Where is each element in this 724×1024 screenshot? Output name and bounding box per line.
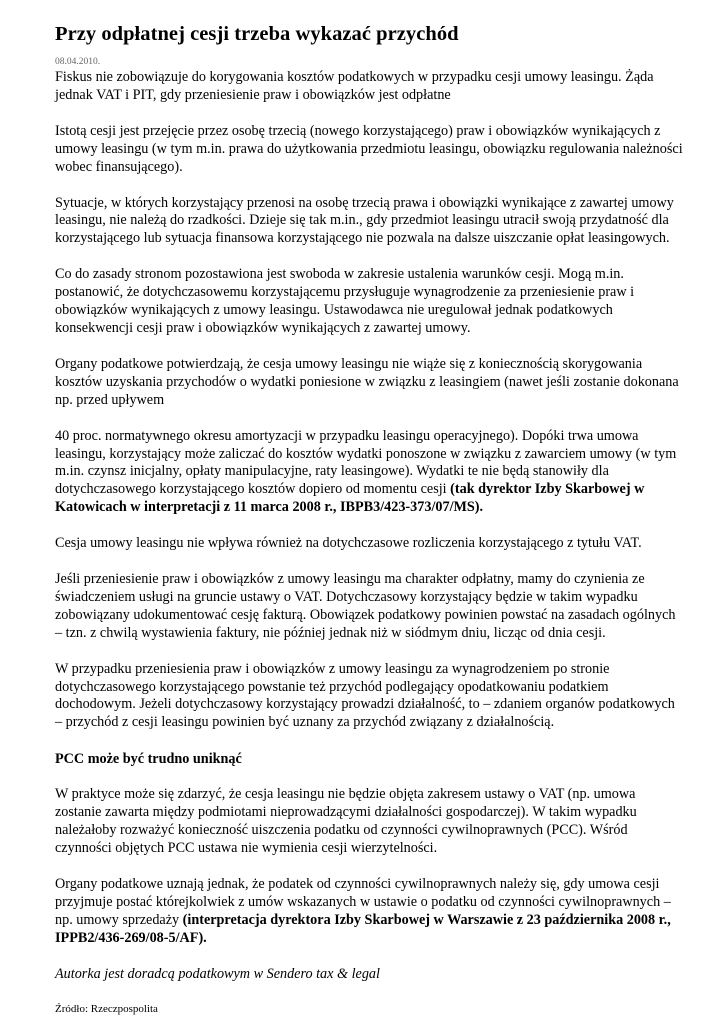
paragraph-5 bbox=[55, 428, 685, 518]
section-heading: PCC może być trudno uniknąć bbox=[55, 751, 242, 768]
paragraph-4: Organy podatkowe potwierdzają, że cesja umowy leasingu nie wiąże się z koniecznością skorygowania kosztów uzyskania przychodów o wydatki poniesione w związku z leasingiem (nawet jeśli zostanie dokonana np. przed upływem bbox=[55, 355, 679, 408]
author-note: Autorka jest doradcą podatkowym w Sendero tax & legal bbox=[55, 965, 380, 982]
paragraph-3: Co do zasady stronom pozostawiona jest swoboda w zakresie ustalenia warunków cesji. Mogą m.in. postanowić, że dotychczasowemu korzystającemu przysługuje wynagrodzenie za przeniesienie praw i obowiązków wynikających z umowy leasingu. Ustawodawca nie uregulował jednak podatkowych konsekwencji cesji praw i obowiązków wynikających z zawartej umowy. bbox=[55, 266, 635, 336]
paragraph-10 bbox=[55, 876, 685, 948]
paragraph-8: W przypadku przeniesienia praw i obowiązków z umowy leasingu za wynagrodzeniem po stronie dotychczasowego korzystającego powstanie też przychód podlegający opodatkowaniu podatkiem dochodowym. Jeżeli dotychczasowy korzystający prowadzi działalność, to – zdaniem organów podatkowych – przychód z cesji leasingu powinien być uznany za przychód związany z działalnością. bbox=[55, 660, 675, 731]
paragraph-1: Istotą cesji jest przejęcie przez osobę trzecią (nowego korzystającego) praw i obowiązków wynikających z umowy leasingu (w tym m.in. prawa do użytkowania przedmiotu leasingu, obowiązku regulowania należności wobec finansującego). bbox=[55, 122, 683, 175]
article-lead: Fiskus nie zobowiązuje do korygowania kosztów podatkowych w przypadku cesji umowy leasingu. Żąda jednak VAT i PIT, gdy przeniesienie praw i obowiązków jest odpłatne bbox=[55, 69, 654, 103]
paragraph-5-text: 40 proc. normatywnego okresu amortyzacji w przypadku leasingu operacyjnego). Dopóki trwa umowa leasingu, korzystający może zaliczać do kosztów wydatki ponoszone w związku z zawarciem umowy (w tym m.in. czynsz inicjalny, opłaty manipulacyjne, raty leasingowe). Wydatki te nie będą stanowiły dla dotychczasowego korzystającego kosztów dopiero od momentu cesji bbox=[55, 427, 677, 498]
source-line: Źródło: Rzeczpospolita bbox=[55, 1003, 158, 1015]
paragraph-2: Sytuacje, w których korzystający przenosi na osobę trzecią prawa i obowiązki wynikające z zawartej umowy leasingu, nie należą do rzadkości. Dzieje się tak m.in., gdy przedmiot leasingu utracił swoją przydatność dla korzystającego lub sytuacja finansowa korzystającego nie pozwala na dalsze uiszczanie opłat leasingowych. bbox=[55, 194, 674, 247]
article-date: 08.04.2010. bbox=[55, 57, 101, 67]
paragraph-10-citation: (interpretacja dyrektora Izby Skarbowej w Warszawie z 23 października 2008 r., IPPB2/436-269/08-5/AF). bbox=[55, 911, 671, 946]
paragraph-6: Cesja umowy leasingu nie wpływa również na dotychczasowe rozliczenia korzystającego z tytułu VAT. bbox=[55, 535, 642, 552]
article bbox=[55, 20, 685, 1001]
paragraph-9: W praktyce może się zdarzyć, że cesja leasingu nie będzie objęta zakresem ustawy o VAT (np. umowa zostanie zawarta między podmiotami nieprowadzącymi działalności gospodarczej). W takim wypadku należałoby rozważyć konieczność uiszczenia podatku od czynności cywilnoprawnych (PCC). Wśród czynności objętych PCC ustawa nie wymienia cesji wierzytelności. bbox=[55, 786, 637, 856]
article-title: Przy odpłatnej cesji trzeba wykazać przychód bbox=[55, 23, 459, 45]
paragraph-5-citation: (tak dyrektor Izby Skarbowej w Katowicach w interpretacji z 11 marca 2008 r., IBPB3/423-373/07/MS). bbox=[55, 481, 645, 516]
paragraph-7: Jeśli przeniesienie praw i obowiązków z umowy leasingu ma charakter odpłatny, mamy do czynienia ze świadczeniem usługi na gruncie ustawy o VAT. Dotychczasowy korzystający będzie w takim wypadku zobowiązany udokumentować cesję fakturą. Obowiązek podatkowy powinien powstać na zasadach ogólnych – tzn. z chwilą wystawienia faktury, nie później jednak niż w siódmym dniu, licząc od dnia cesji. bbox=[55, 571, 676, 641]
paragraph-10-text: Organy podatkowe uznają jednak, że podatek od czynności cywilnoprawnych należy się, gdy umowa cesji przyjmuje postać którejkolwiek z umów wskazanych w ustawie o podatku od czynności cywilnoprawnych – np. umowy sprzedaży bbox=[55, 875, 671, 928]
